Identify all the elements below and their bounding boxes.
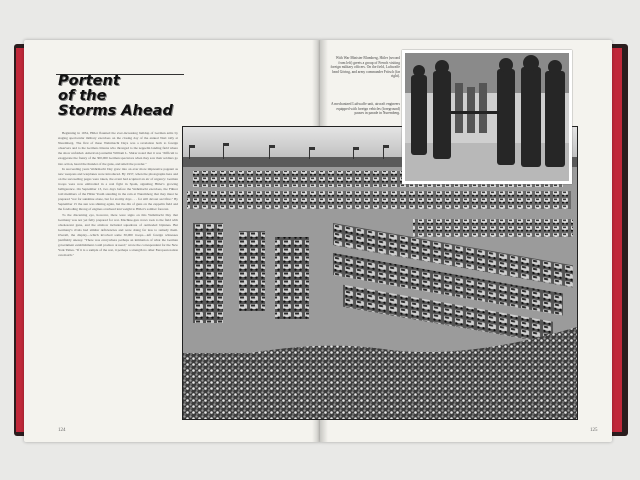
title-line: of the [58, 88, 107, 104]
page-number-right: 125 [590, 428, 598, 433]
title-line: Portent [58, 73, 120, 89]
body-paragraph: To the discerning eye, however, there were signs on this Wehrmacht Day that Germany was not yet fully prepared for war. Machine-gun crews took to the field with obsolescent guns, and the airshow included squadrons of outmoded biplanes. But Germany's rivals had similar deficiencies and were doing far less to remedy them. Overall, the display—which involved some 30,000 troops—left foreign witnesses justifiably uneasy. "There was everywhere perhaps an intimation of what the German government establishment could produce at need," wrote the correspondent for the New York Times. "If it is a sample of the rest, it perhaps a strength no other European nation can match." [58, 212, 178, 258]
photo-caption-bottom: A mechanized Luftwaffe unit, aircraft engineers equipped with foreign vehicles (foreground) pauses in parade in Nuremberg. [331, 102, 400, 116]
cover-edge-right [612, 48, 622, 432]
body-paragraph: Beginning in 1934, Hitler flaunted the ever-increasing buildup of German arms by staging spectacular military exercises on the closing day of the annual Nazi rally at Nuremberg. The first of these Wehrmacht Days was a revelation both to foreign observers and to the German citizens who thronged to the zeppelin landing field where the show unfolded. American journalist William L. Shirer noted that it was "difficult to exaggerate the frenzy of the 300,000 German spectators when they saw their soldiers go into action, heard the thunder of the guns, and smelt the powder." [58, 131, 178, 166]
photo-caption-top: With War Minister Blomberg, Hitler (second from left) greets a group of French visiting foreign military officers. On the field, Luftwaffe head Göring, and army commander Fritsch (far right). [330, 56, 400, 79]
body-text [58, 131, 178, 417]
officers-photo [402, 50, 572, 184]
page-number-left: 124 [58, 428, 66, 433]
body-paragraph: In succeeding years Wehrmacht Day grew into an ever more impressive pageant as new weapons and warplanes were introduced. By 1937, when the photographs here and on the succeeding pages were taken, the event had acquired an air of urgency: German troops were now embroiled in a real fight in Spain, signaling Hitler's growing belligerence. On September 13, two days before the Wehrmacht exercises, the Führer told members of the Hitler Youth standing in the rain at Nuremberg that they must be prepared "not for sunshine alone, but for stormy days . . . for still devout sacrifice." By September 15 the sun was shining again, but the din of guns on the zeppelin field and the foreboding throng of engines overhead lent weight to Hitler's somber forecast. [58, 166, 178, 212]
title-line: Storms Ahead [58, 103, 173, 119]
chapter-title [58, 74, 178, 119]
